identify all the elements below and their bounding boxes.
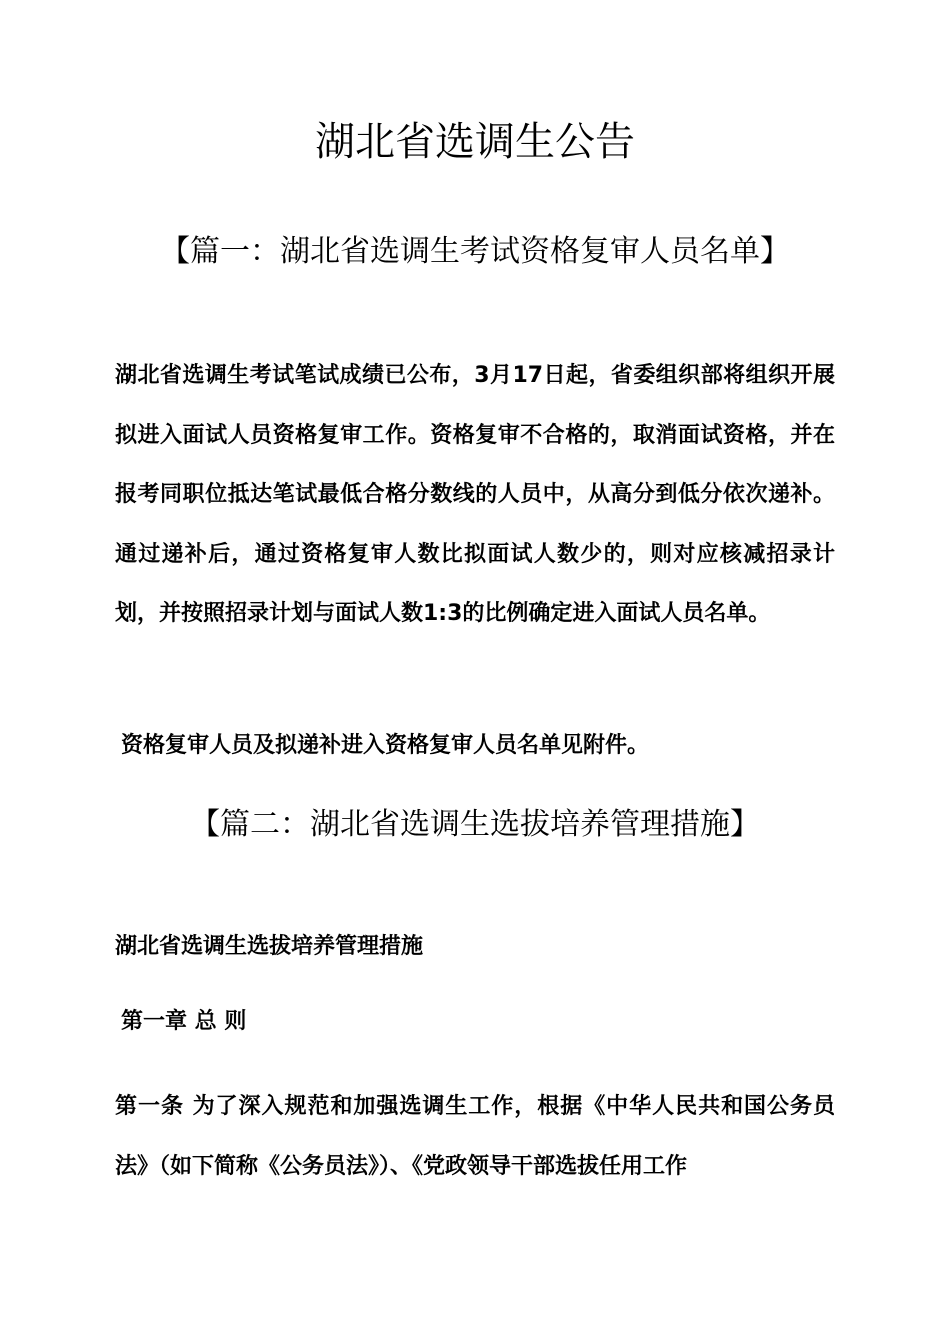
article-1-text: 第一条 为了深入规范和加强选调生工作，根据《中华人民共和国公务员法》（如下简称《公务员法》）、《党政领导干部选拔任用工作 [115, 1094, 835, 1179]
section-1-paragraph-1: 湖北省选调生考试笔试成绩已公布，3月17日起，省委组织部将组织开展拟进入面试人员资格复审工作。资格复审不合格的，取消面试资格，并在报考同职位抵达笔试最低合格分数线的人员中，从高分到低分依次递补。通过递补后，通过资格复审人数比拟面试人数少的，则对应核减招录计划，并按照招录计划与面试人数1:3的比例确定进入面试人员名单。 [115, 363, 835, 626]
section-2-heading: 【篇二：湖北省选调生选拔培养管理措施】 [190, 807, 760, 842]
section-1-heading: 【篇一：湖北省选调生考试资格复审人员名单】 [160, 234, 790, 269]
document-title: 湖北省选调生公告 [315, 119, 635, 165]
chapter-title: 第一章 总 则 [121, 1009, 247, 1034]
section-1-paragraph-2: 资格复审人员及拟递补进入资格复审人员名单见附件。 [121, 733, 650, 758]
section-2-subtitle: 湖北省选调生选拔培养管理措施 [115, 934, 424, 959]
